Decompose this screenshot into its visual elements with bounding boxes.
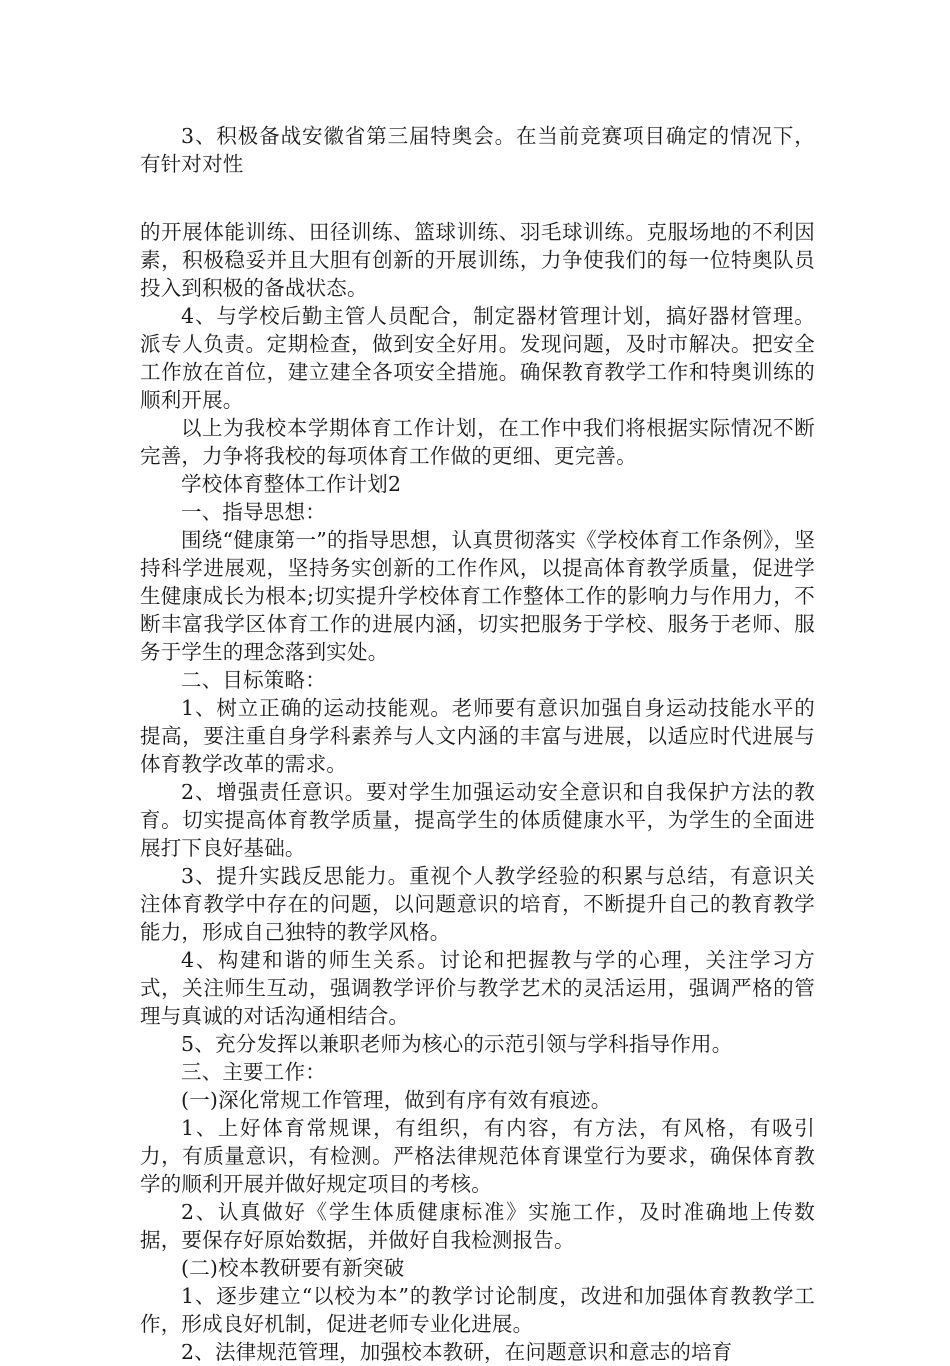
heading-guiding-ideology: 一、指导思想： xyxy=(181,500,326,524)
paragraph-equipment-management: 4、与学校后勤主管人员配合，制定器材管理计划，搞好器材管理。派专人负责。定期检查，做到安全好用。发现问题，及时市解决。把安全工作放在首位，建立建全各项安全措施。确保教育教学工作和特奥训练的顺利开展。 xyxy=(140,304,815,412)
paragraph-training-continuation: 的开展体能训练、田径训练、篮球训练、羽毛球训练。克服场地的不利因素，积极稳妥并且大胆有创新的开展训练，力争使我们的每一位特奥队员投入到积极的备战状态。 xyxy=(140,220,815,300)
paragraph-goal-3: 3、提升实践反思能力。重视个人教学经验的积累与总结，有意识关注体育教学中存在的问题，以问题意识的培育，不断提升自己的教育教学能力，形成自己独特的教学风格。 xyxy=(140,864,815,944)
paragraph-plan-summary: 以上为我校本学期体育工作计划，在工作中我们将根据实际情况不断完善，力争将我校的每项体育工作做的更细、更完善。 xyxy=(140,416,815,468)
paragraph-research-1: 1、逐步建立“以校为本”的教学讨论制度，改进和加强体育教教学工作，形成良好机制，促进老师专业化进展。 xyxy=(140,1284,815,1336)
paragraph-research-2: 2、法律规范管理，加强校本教研，在问题意识和意志的培育 xyxy=(181,1340,733,1364)
paragraph-work-1: 1、上好体育常规课，有组织，有内容，有方法，有风格，有吸引力，有质量意识，有检测。严格法律规范体育课堂行为要求，确保体育教学的顺利开展并做好规定项目的考核。 xyxy=(140,1116,815,1196)
subheading-routine-management: (一)深化常规工作管理，做到有序有效有痕迹。 xyxy=(181,1088,612,1112)
paragraph-goal-5: 5、充分发挥以兼职老师为核心的示范引领与学科指导作用。 xyxy=(181,1032,733,1056)
paragraph-goal-1: 1、树立正确的运动技能观。老师要有意识加强自身运动技能水平的提高，要注重自身学科素养与人文内涵的丰富与进展，以适应时代进展与体育教学改革的需求。 xyxy=(140,696,815,776)
paragraph-goal-4: 4、构建和谐的师生关系。讨论和把握教与学的心理，关注学习方式，关注师生互动，强调教学评价与教学艺术的灵活运用，强调严格的管理与真诚的对话沟通相结合。 xyxy=(140,948,815,1028)
paragraph-goal-2: 2、增强责任意识。要对学生加强运动安全意识和自我保护方法的教育。切实提高体育教学质量，提高学生的体质健康水平，为学生的全面进展打下良好基础。 xyxy=(140,780,815,860)
heading-goal-strategy: 二、目标策略： xyxy=(181,668,326,692)
section-title-plan-2: 学校体育整体工作计划2 xyxy=(181,472,402,496)
paragraph-work-2: 2、认真做好《学生体质健康标准》实施工作，及时准确地上传数据，要保存好原始数据，并做好自我检测报告。 xyxy=(140,1200,815,1252)
document-body xyxy=(140,122,815,1366)
paragraph-guiding-ideology: 围绕“健康第一”的指导思想，认真贯彻落实《学校体育工作条例》，坚持科学进展观，坚持务实创新的工作作风，以提高体育教学质量，促进学生健康成长为根本;切实提升学校体育工作整体工作的影响力与作用力，不断丰富我学区体育工作的进展内涵，切实把服务于学校、服务于老师、服务于学生的理念落到实处。 xyxy=(140,528,815,664)
subheading-school-research: (二)校本教研要有新突破 xyxy=(181,1256,405,1280)
heading-main-work: 三、主要工作： xyxy=(181,1060,326,1084)
paragraph-special-olympics-prep: 3、积极备战安徽省第三届特奥会。在当前竞赛项目确定的情况下，有针对对性 xyxy=(140,124,815,176)
